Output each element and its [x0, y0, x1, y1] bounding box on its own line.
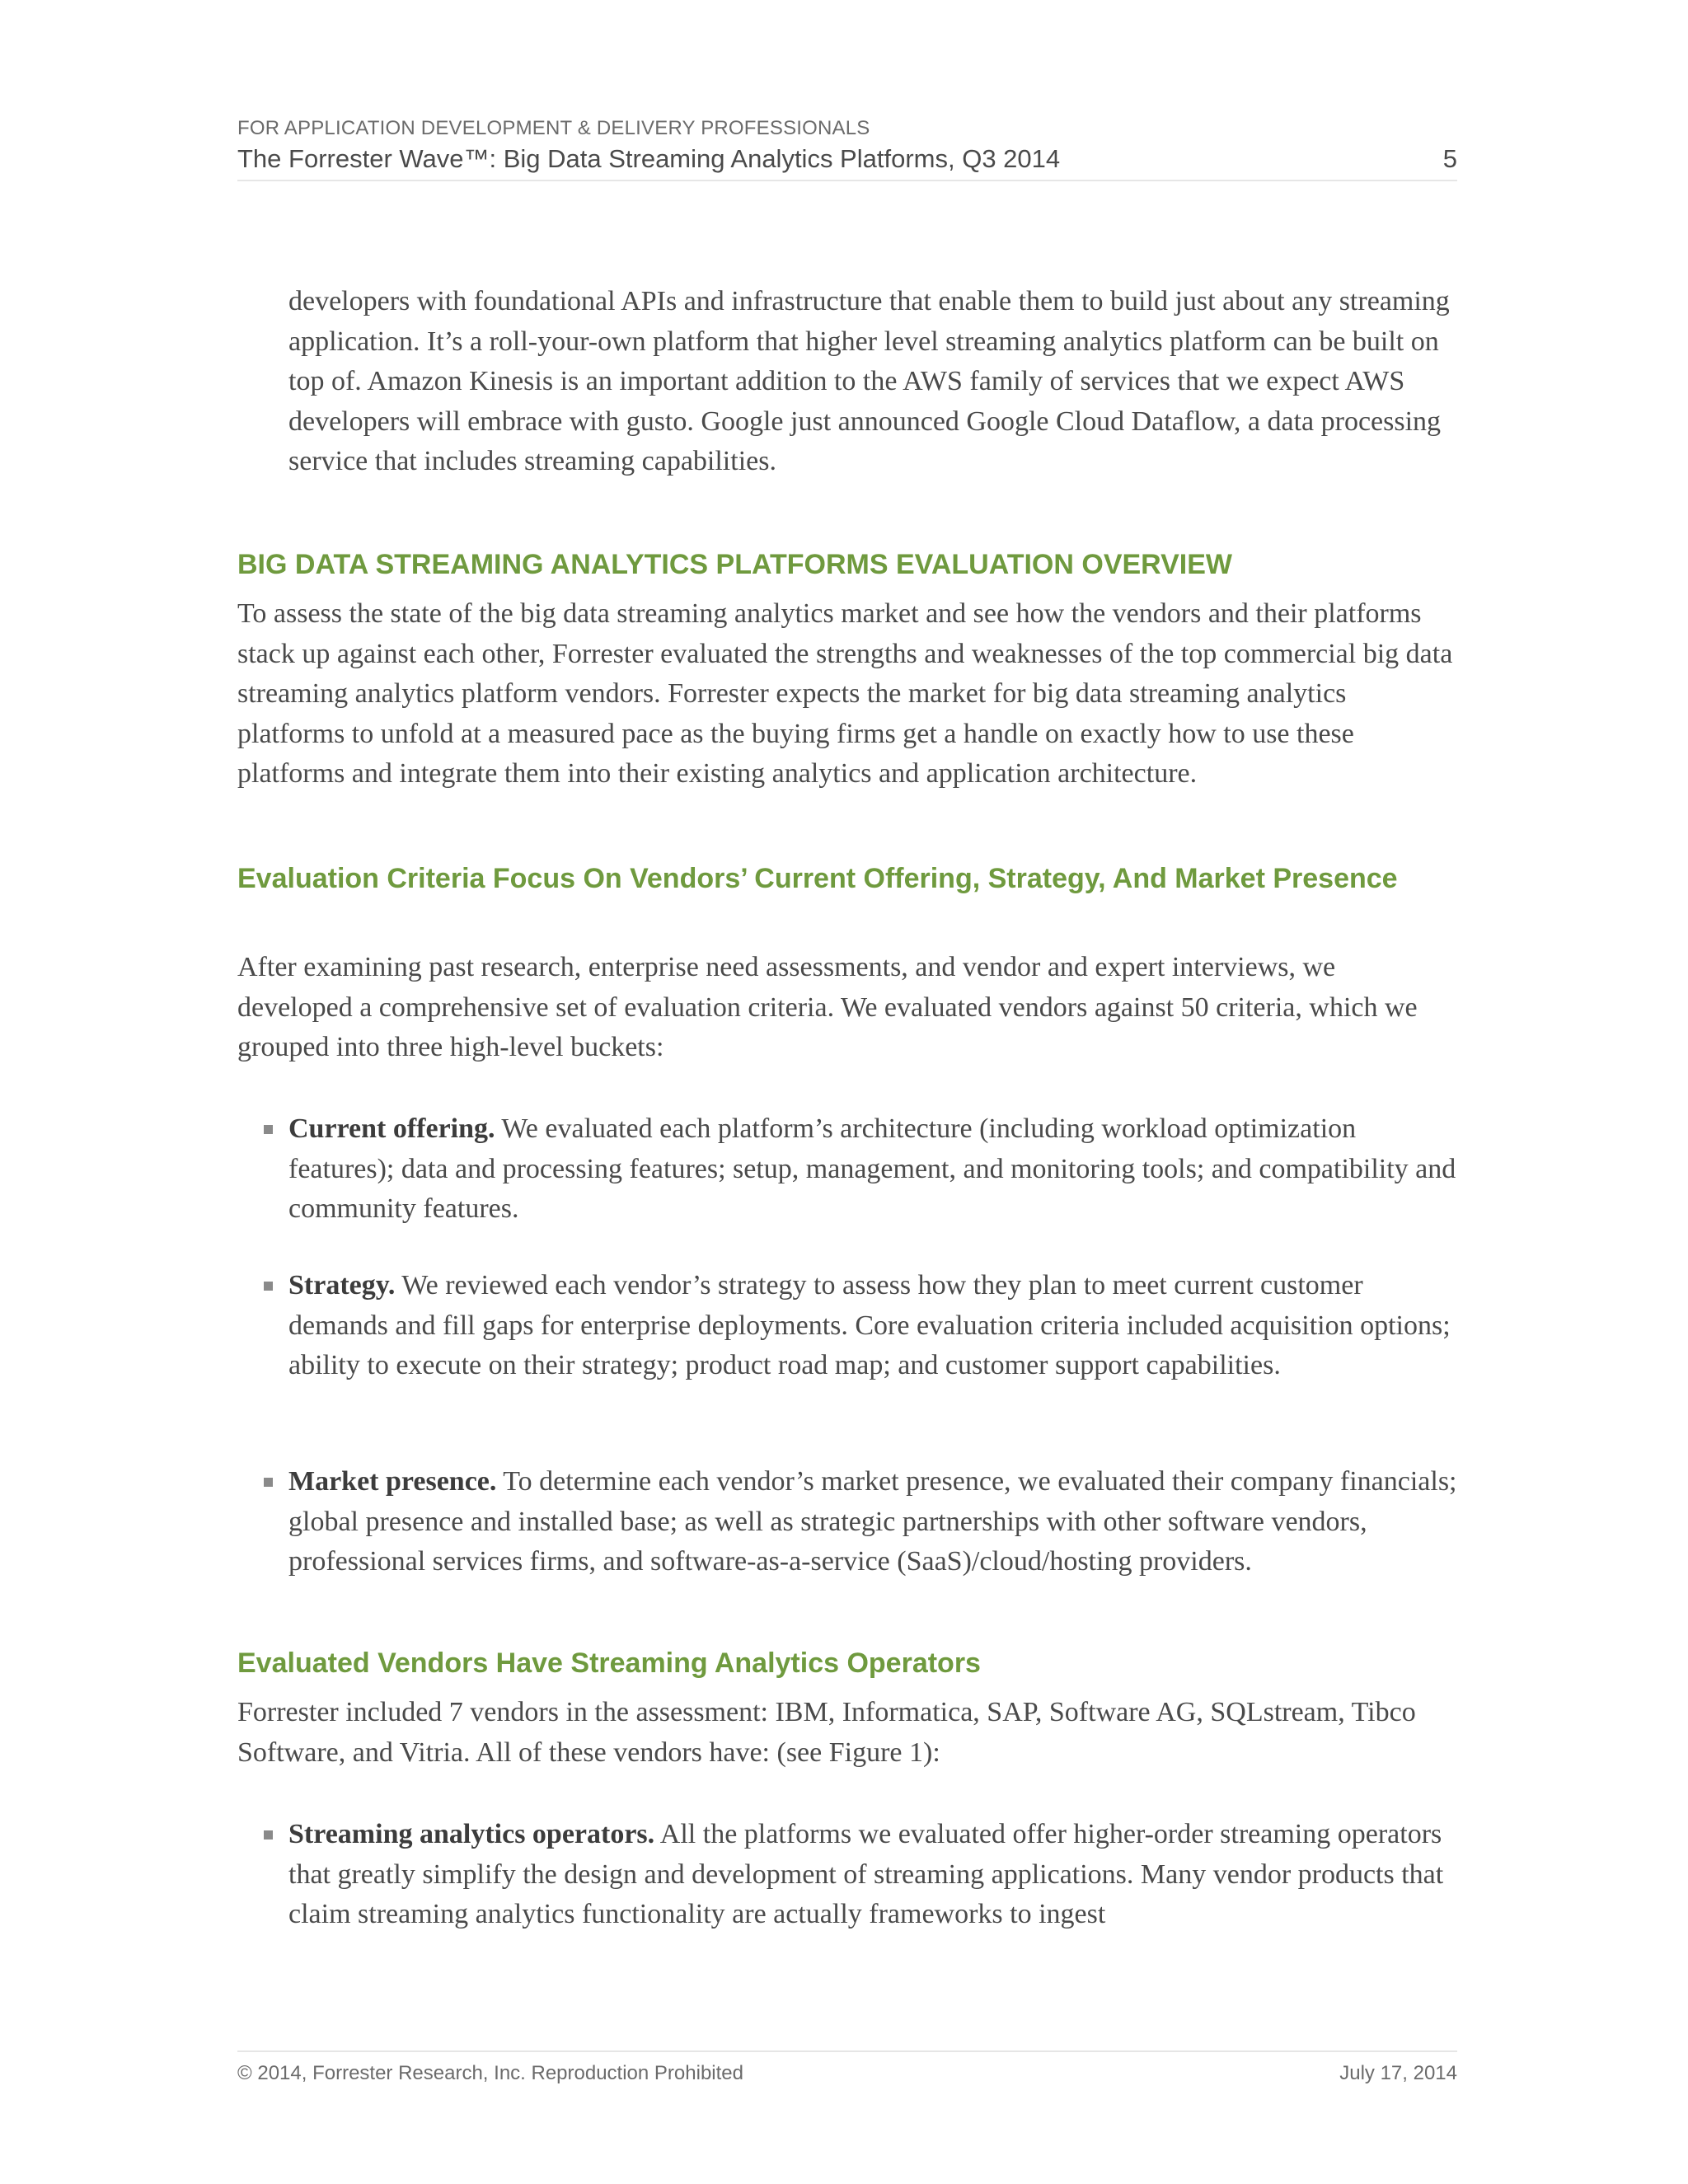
bullet-text [288, 1462, 1457, 1582]
paragraph-text: Forrester included 7 vendors in the assessment: IBM, Informatica, SAP, Software AG, SQLstream, Tibco Software, and Vitria. All of these vendors have: (see Figure 1): [237, 1697, 1416, 1768]
bullet-lead: Current offering. [288, 1113, 495, 1144]
bullet-text [288, 1266, 1457, 1386]
section-heading-overview: BIG DATA STREAMING ANALYTICS PLATFORMS EVALUATION OVERVIEW [237, 549, 1233, 580]
paragraph-text: After examining past research, enterprise need assessments, and vendor and expert interviews, we developed a comprehensive set of evaluation criteria. We evaluated vendors against 50 criteria, which we grouped into three high-level buckets: [237, 952, 1418, 1062]
bullet-body: To determine each vendor’s market presence, we evaluated their company financials; global presence and installed base; as well as strategic partnerships with other software vendors, professional services firms, and software-as-a-service (SaaS)/cloud/hosting providers. [288, 1466, 1457, 1577]
overview-paragraph [237, 594, 1457, 794]
bullet-text [288, 1109, 1457, 1230]
bullet-body: We reviewed each vendor’s strategy to assess how they plan to meet current customer demands and fill gaps for enterprise deployments. Core evaluation criteria included acquisition options; ability to execute on their strategy; product road map; and customer support capabilities. [288, 1270, 1451, 1380]
bullet-body: All the platforms we evaluated offer higher-order streaming operators that greatly simplify the design and development of streaming applications. Many vendor products that claim streaming analytics functionality are actually frameworks to ingest [288, 1819, 1444, 1929]
bullet-square-icon [264, 1830, 273, 1840]
page-number: 5 [1442, 144, 1457, 173]
bullet-square-icon [264, 1125, 273, 1134]
header-kicker: FOR APPLICATION DEVELOPMENT & DELIVERY PROFESSIONALS [237, 117, 870, 139]
copyright-notice: © 2014, Forrester Research, Inc. Reproduction Prohibited [237, 2062, 743, 2084]
paragraph-text: developers with foundational APIs and infrastructure that enable them to build just about any streaming application. It’s a roll-your-own platform that higher level streaming analytics platform can be built on top of. Amazon Kinesis is an important addition to the AWS family of services that we expect AWS developers will embrace with gusto. Google just announced Google Cloud Dataflow, a data processing service that includes streaming capabilities. [288, 286, 1450, 476]
bullet-square-icon [264, 1478, 273, 1487]
bullet-lead: Streaming analytics operators. [288, 1819, 655, 1849]
page-header [237, 115, 1457, 181]
publication-date: July 17, 2014 [1339, 2062, 1457, 2084]
bullet-lead: Market presence. [288, 1466, 497, 1497]
paragraph-text: To assess the state of the big data streaming analytics market and see how the vendors and their platforms stack up against each other, Forrester evaluated the strengths and weaknesses of the top commercial big data streaming analytics platform vendors. Forrester expects the market for big data streaming analytics platforms to unfold at a measured pace as the buying firms get a handle on exactly how to use these platforms and integrate them into their existing analytics and application architecture. [237, 598, 1453, 789]
criteria-paragraph [237, 948, 1457, 1068]
section-heading-criteria: Evaluation Criteria Focus On Vendors’ Current Offering, Strategy, And Market Presence [237, 863, 1398, 894]
bullet-body: We evaluated each platform’s architecture (including workload optimization features); data and processing features; setup, management, and monitoring tools; and compatibility and community features. [288, 1113, 1456, 1224]
continued-paragraph [288, 282, 1457, 482]
vendors-paragraph [237, 1693, 1457, 1773]
bullet-square-icon [264, 1282, 273, 1291]
bullet-lead: Strategy. [288, 1270, 396, 1301]
bullet-text [288, 1815, 1457, 1935]
section-heading-vendors: Evaluated Vendors Have Streaming Analytics Operators [237, 1647, 981, 1679]
page-footer [237, 2050, 1457, 2085]
report-title: The Forrester Wave™: Big Data Streaming Analytics Platforms, Q3 2014 [237, 144, 1061, 173]
